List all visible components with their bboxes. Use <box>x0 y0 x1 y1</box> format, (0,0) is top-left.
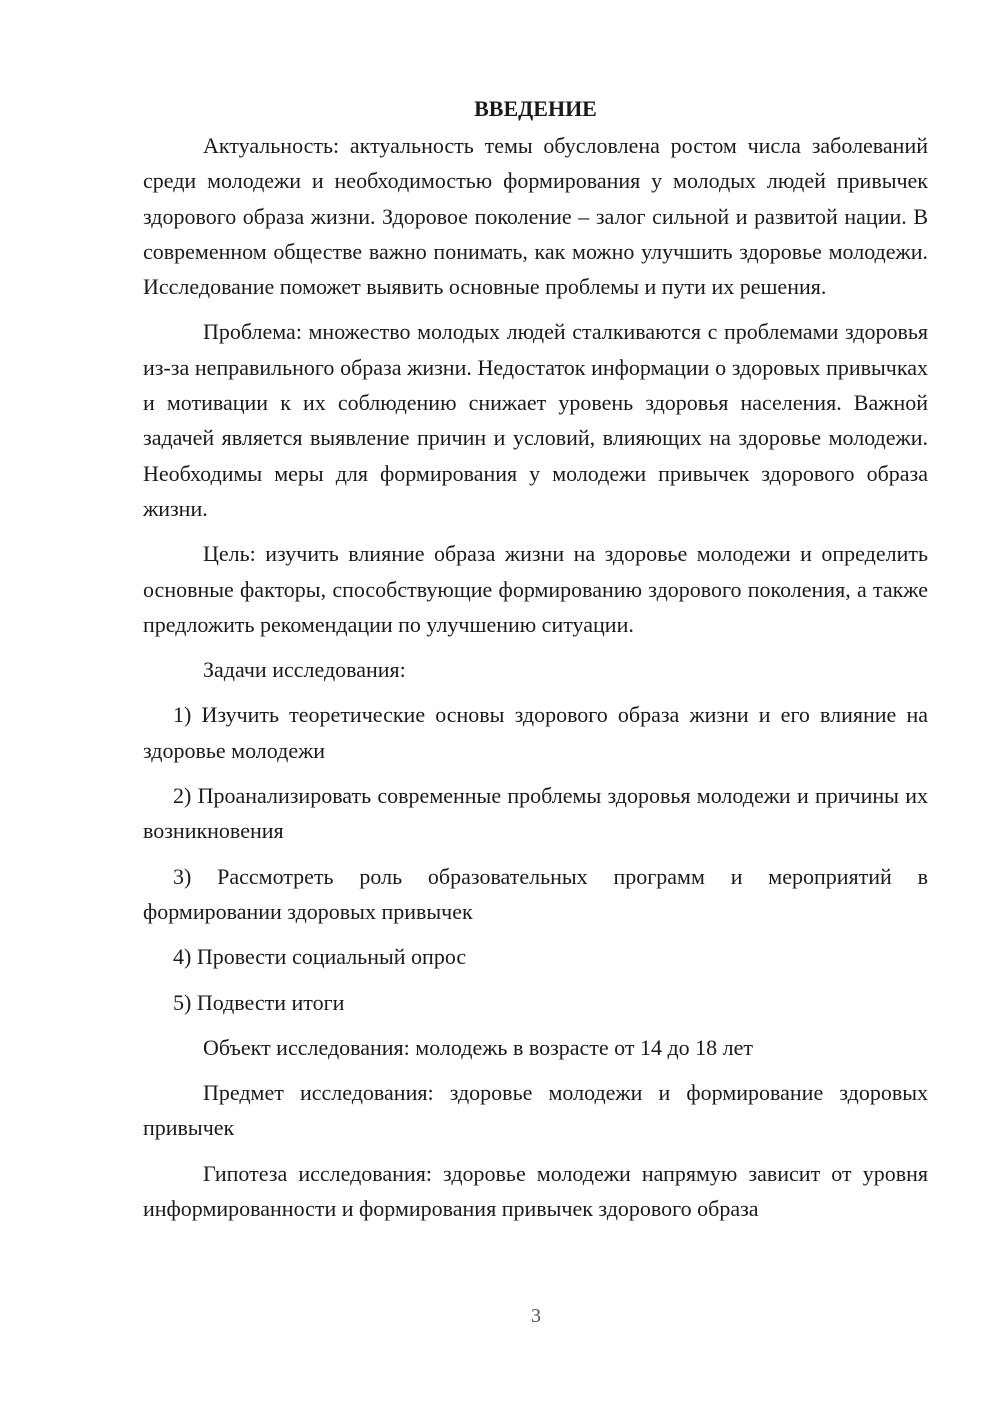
task-item: 5) Подвести итоги <box>173 989 345 1015</box>
section-title: ВВЕДЕНИЕ <box>474 96 597 121</box>
paragraph-problem: Проблема: множество молодых людей сталкиваются с проблемами здоровья из-за неправильного образа жизни. Недостаток информации о здоровых привычках и мотивации к их соблюдению снижает уровень здоровья населения. Важной задачей является выявление причин и условий, влияющих на здоровье молодежи. Необходимы меры для формирования у молодежи привычек здорового образа жизни. <box>143 319 928 521</box>
paragraph-subject: Предмет исследования: здоровье молодежи и формирование здоровых привычек <box>143 1080 928 1141</box>
paragraph-relevance: Актуальность: актуальность темы обусловлена ростом числа заболеваний среди молодежи и необходимостью формирования у молодых людей привычек здорового образа жизни. Здоровое поколение – залог сильной и развитой нации. В современном обществе важно понимать, как можно улучшить здоровье молодежи. Исследование поможет выявить основные проблемы и пути их решения. <box>143 133 928 300</box>
paragraph-goal: Цель: изучить влияние образа жизни на здоровье молодежи и определить основные факторы, способствующие формированию здорового поколения, а также предложить рекомендации по улучшению ситуации. <box>143 541 928 637</box>
document-page <box>143 94 928 1236</box>
paragraph-object: Объект исследования: молодежь в возрасте от 14 до 18 лет <box>203 1034 754 1060</box>
task-item: 2) Проанализировать современные проблемы здоровья молодежи и причины их возникновения <box>143 783 928 844</box>
task-item: 1) Изучить теоретические основы здорового образа жизни и его влияние на здоровье молодежи <box>143 702 928 763</box>
task-item: 3) Рассмотреть роль образовательных программ и мероприятий в формировании здоровых привычек <box>143 863 928 924</box>
page-number: 3 <box>531 1305 541 1327</box>
task-item: 4) Провести социальный опрос <box>173 944 467 970</box>
tasks-heading: Задачи исследования: <box>203 657 406 683</box>
paragraph-hypothesis: Гипотеза исследования: здоровье молодежи напрямую зависит от уровня информированности и формирования привычек здорового образа <box>143 1160 928 1222</box>
